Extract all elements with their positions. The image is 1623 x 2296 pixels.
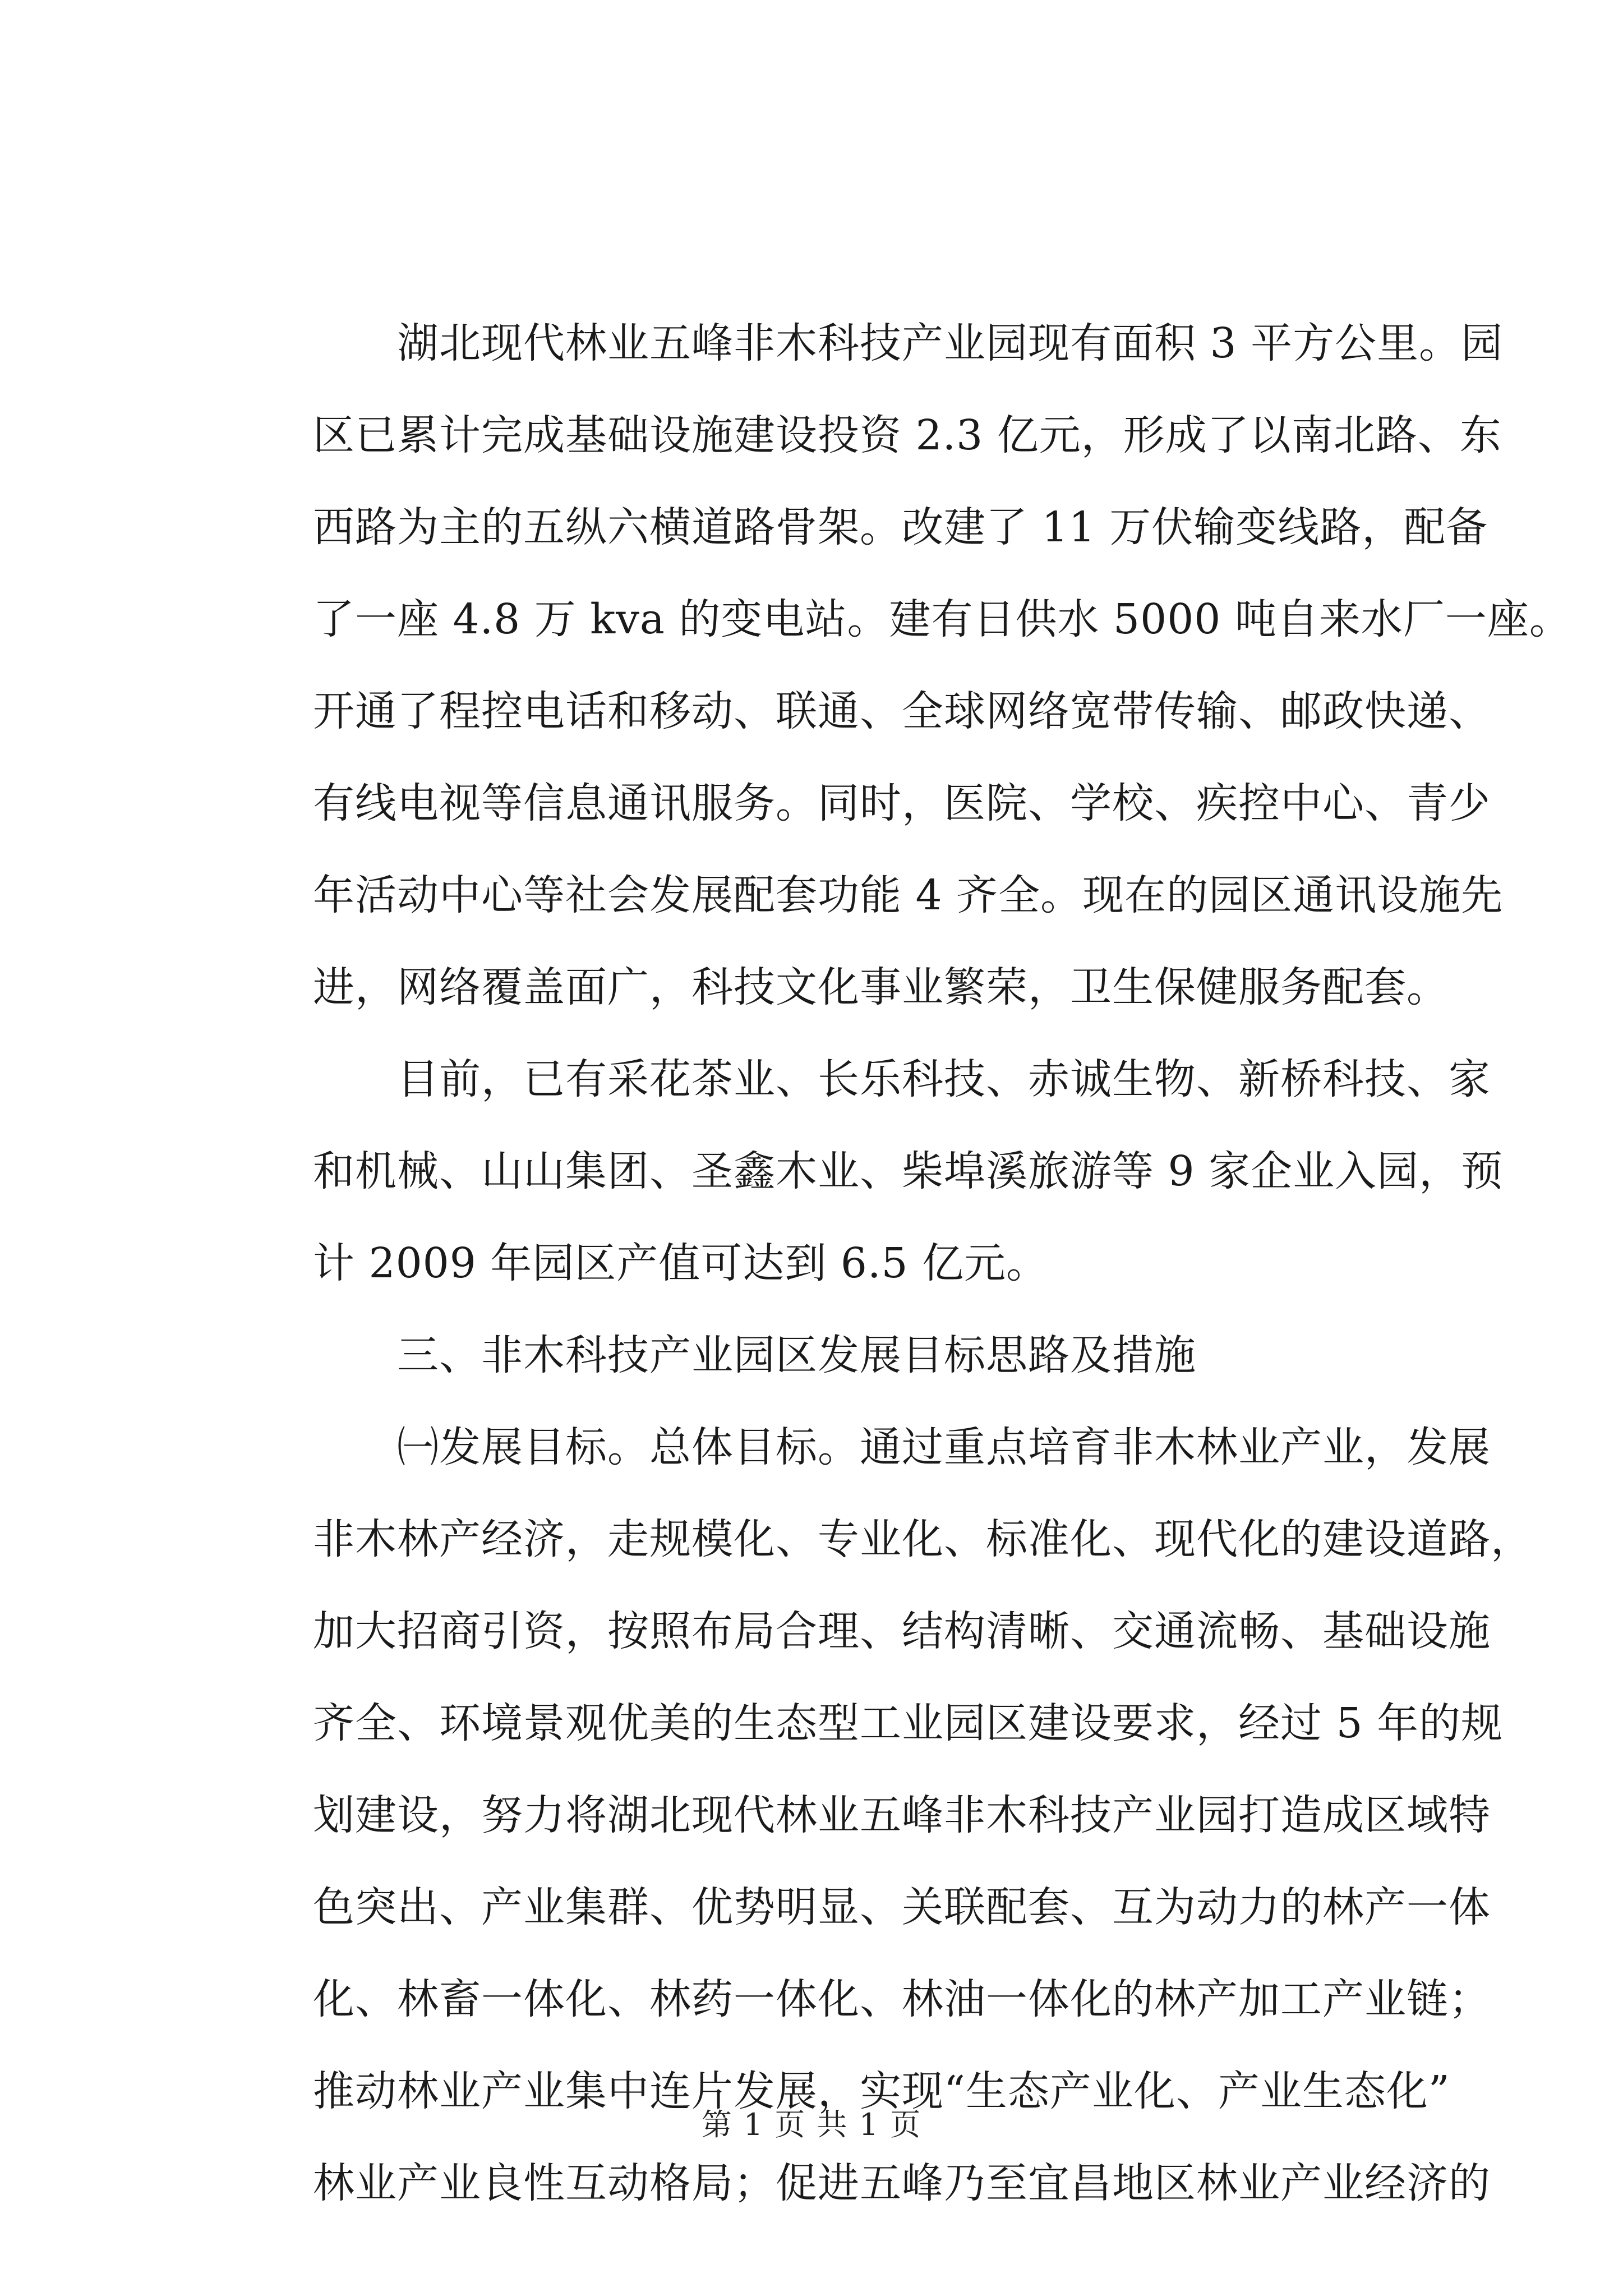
text-line: 齐全、环境景观优美的生态型工业园区建设要求，经过 5 年的规 — [313, 1699, 1504, 1747]
document-body — [313, 297, 1571, 2229]
text-line: 区已累计完成基础设施建设投资 2.3 亿元，形成了以南北路、东 — [313, 411, 1502, 459]
section-heading — [313, 1309, 1423, 1401]
text-line: 进，网络覆盖面广，科技文化事业繁荣，卫生保健服务配套。 — [313, 963, 1449, 1011]
text-line: 计 2009 年园区产值可达到 6.5 亿元。 — [313, 1239, 1049, 1287]
text-line: 西路为主的五纵六横道路骨架。改建了 11 万伏输变线路，配备 — [313, 503, 1488, 551]
text-line: 非木林产经济，走规模化、专业化、标准化、现代化的建设道路， — [313, 1515, 1533, 1563]
page-number-label: 第 1 页 共 1 页 — [701, 2107, 922, 2142]
text-line: 加大招商引资，按照布局合理、结构清晰、交通流畅、基础设施 — [313, 1607, 1491, 1655]
text-line: 开通了程控电话和移动、联通、全球网络宽带传输、邮政快递、 — [313, 687, 1491, 735]
text-line: 化、林畜一体化、林药一体化、林油一体化的林产加工产业链； — [313, 1975, 1491, 2023]
text-line: ㈠发展目标。总体目标。通过重点培育非木林业产业，发展 — [313, 1423, 1491, 1471]
text-line: 林业产业良性互动格局；促进五峰乃至宜昌地区林业产业经济的 — [313, 2159, 1491, 2207]
paragraph-enterprises — [313, 1033, 1504, 1309]
page-footer — [0, 2102, 1623, 2147]
heading-line: 三、非木科技产业园区发展目标思路及措施 — [313, 1331, 1196, 1379]
text-line: 划建设，努力将湖北现代林业五峰非木科技产业园打造成区域特 — [313, 1791, 1491, 1839]
text-line: 年活动中心等社会发展配套功能 4 齐全。现在的园区通讯设施先 — [313, 871, 1504, 919]
text-line: 推动林业产业集中连片发展，实现“生态产业化、产业生态化” — [313, 2067, 1450, 2115]
text-line: 有线电视等信息通讯服务。同时，医院、学校、疾控中心、青少 — [313, 779, 1491, 827]
text-line: 目前，已有采花茶业、长乐科技、赤诚生物、新桥科技、家 — [313, 1055, 1491, 1103]
text-line: 湖北现代林业五峰非木科技产业园现有面积 3 平方公里。园 — [313, 319, 1504, 367]
paragraph-infrastructure — [313, 297, 1571, 1033]
text-line: 了一座 4.8 万 kva 的变电站。建有日供水 5000 吨自来水厂一座。 — [313, 595, 1571, 643]
text-line: 和机械、山山集团、圣鑫木业、柴埠溪旅游等 9 家企业入园，预 — [313, 1147, 1504, 1195]
text-line: 色突出、产业集群、优势明显、关联配套、互为动力的林产一体 — [313, 1883, 1491, 1931]
